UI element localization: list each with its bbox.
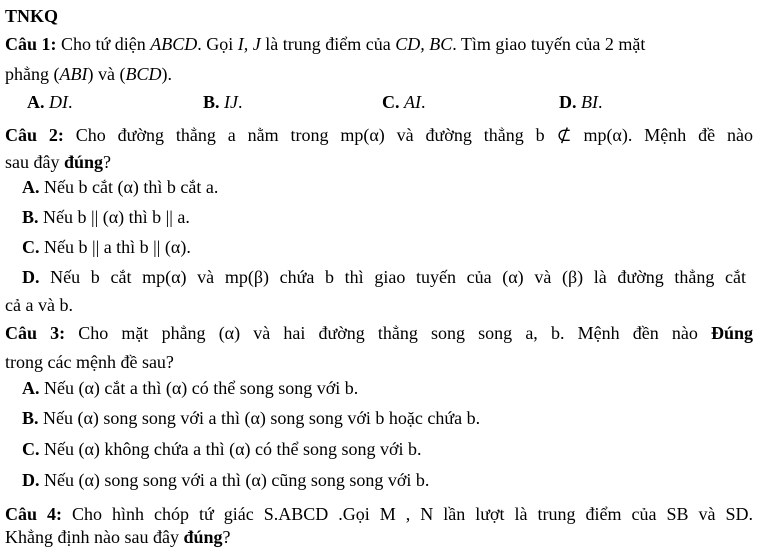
q1-line2-a: phẳng ( [5, 64, 60, 84]
q3-option-a[interactable] [22, 379, 358, 397]
q1-abi: ABI [59, 64, 88, 84]
q4-label: Câu 4: [5, 504, 63, 524]
option-letter: A. [27, 92, 45, 112]
q1-text-a: Cho tứ diện [56, 34, 151, 54]
q3-option-b[interactable] [22, 409, 480, 427]
option-suffix: . [421, 92, 426, 112]
option-letter: C. [382, 92, 400, 112]
q1-text-b: . Gọi [197, 34, 238, 54]
q4-line2-b: ? [222, 527, 231, 547]
q1-label: Câu 1: [5, 34, 57, 54]
option-letter: D. [22, 267, 40, 287]
q1-text-c: là trung điểm của [260, 34, 396, 54]
option-text: Nếu b || a thì b || (α). [39, 237, 191, 257]
q1-cdbc: CD, BC [395, 34, 453, 54]
q1-line2-c: ). [161, 64, 172, 84]
q2-line-2 [5, 153, 111, 171]
q3-option-c[interactable] [22, 440, 422, 458]
q4-line-2 [5, 528, 231, 546]
q2-option-a[interactable] [22, 178, 218, 196]
q2-text: Cho đường thẳng a nằm trong mp(α) và đường thẳng b ⊄ mp(α). Mệnh đề nào [63, 125, 753, 145]
q1-abcd: ABCD [150, 34, 198, 54]
option-value: AI [404, 92, 421, 112]
option-suffix: . [68, 92, 73, 112]
q2-line2-a: sau đây [5, 152, 64, 172]
q2-label: Câu 2: [5, 125, 64, 145]
q1-line-1 [5, 35, 645, 53]
q2-option-d[interactable] [22, 268, 746, 286]
option-text: Nếu (α) song song với a thì (α) song song với b hoặc chứa b. [38, 408, 481, 428]
q1-bcd: BCD [125, 64, 162, 84]
option-letter: D. [559, 92, 577, 112]
option-letter: C. [22, 237, 40, 257]
option-text: Nếu b cắt (α) thì b cắt a. [39, 177, 219, 197]
q1-line-2 [5, 65, 172, 83]
option-suffix: . [598, 92, 603, 112]
q3-option-d[interactable] [22, 471, 429, 489]
q1-text-d: . Tìm giao tuyến của 2 mặt [452, 34, 646, 54]
q2-line-1 [5, 126, 753, 144]
q3-line-2: trong các mệnh đề sau? [5, 352, 174, 372]
q4-text: Cho hình chóp tứ giác S.ABCD .Gọi M , N lần lượt là trung điểm của SB và SD. [62, 504, 753, 524]
q3-line-1 [5, 324, 753, 342]
q4-line2-a: Khẳng định nào sau đây [5, 527, 184, 547]
option-letter: B. [203, 92, 220, 112]
q1-option-d[interactable] [559, 93, 603, 111]
q2-option-b[interactable] [22, 208, 190, 226]
option-value: DI [49, 92, 68, 112]
option-suffix: . [238, 92, 243, 112]
q1-line2-b: ) và ( [87, 64, 126, 84]
q4-emphasis: đúng [183, 527, 223, 547]
q3-text: Cho mặt phẳng (α) và hai đường thẳng song song a, b. Mệnh đền nào [65, 323, 711, 343]
q1-ij: I, J [237, 34, 261, 54]
option-text: Nếu (α) không chứa a thì (α) có thể song song với b. [39, 439, 422, 459]
option-letter: A. [22, 378, 40, 398]
q1-option-c[interactable] [382, 93, 426, 111]
q3-label: Câu 3: [5, 323, 66, 343]
option-text: Nếu (α) cắt a thì (α) có thể song song với b. [39, 378, 359, 398]
option-text: Nếu b cắt mp(α) và mp(β) chứa b thì giao tuyến của (α) và (β) là đường thẳng cắt [39, 267, 746, 287]
option-letter: C. [22, 439, 40, 459]
option-value: IJ [224, 92, 238, 112]
q4-line-1 [5, 505, 753, 523]
q2-line2-b: ? [103, 152, 112, 172]
option-letter: D. [22, 470, 40, 490]
option-letter: B. [22, 408, 39, 428]
q3-emphasis: Đúng [710, 323, 753, 343]
q2-emphasis: đúng [63, 152, 104, 172]
q1-option-b[interactable] [203, 93, 243, 111]
option-letter: A. [22, 177, 40, 197]
option-value: BI [581, 92, 598, 112]
header-title: TNKQ [5, 6, 59, 26]
q1-option-a[interactable] [27, 93, 73, 111]
option-letter: B. [22, 207, 39, 227]
option-text: Nếu (α) song song với a thì (α) cũng song song với b. [39, 470, 430, 490]
option-text: Nếu b || (α) thì b || a. [38, 207, 190, 227]
q2-option-d-cont: cả a và b. [5, 295, 73, 315]
q2-option-c[interactable] [22, 238, 191, 256]
